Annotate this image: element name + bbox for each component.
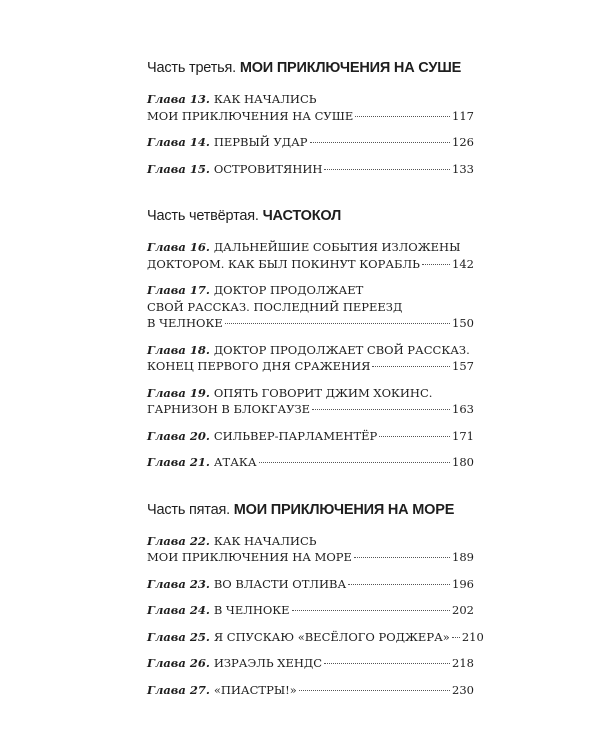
toc-entry-line bbox=[147, 682, 474, 699]
chapter-title-text: ДОКТОР ПРОДОЛЖАЕТ СВОЙ РАССКАЗ. bbox=[213, 342, 470, 357]
page-number: 171 bbox=[452, 428, 474, 443]
chapter-title-text: ОПЯТЬ ГОВОРИТ ДЖИМ ХОКИНС. bbox=[213, 385, 433, 400]
page-number: 218 bbox=[452, 656, 474, 670]
dot-leader bbox=[422, 264, 450, 265]
toc-entry-line bbox=[147, 533, 474, 550]
dot-leader bbox=[452, 637, 460, 638]
chapter-title-text: В ЧЕЛНОКЕ bbox=[213, 603, 290, 617]
page-number: 126 bbox=[452, 135, 474, 149]
chapter-label: Глава 24. bbox=[147, 603, 210, 617]
toc-entry[interactable] bbox=[147, 533, 474, 566]
chapter-label: Глава 23. bbox=[147, 576, 210, 591]
dot-leader bbox=[310, 142, 451, 143]
chapter-label: Глава 27. bbox=[147, 682, 210, 697]
chapter-title-text: СИЛЬВЕР-ПАРЛАМЕНТЁР bbox=[213, 428, 378, 443]
toc-entry[interactable] bbox=[147, 91, 474, 124]
toc-entry[interactable] bbox=[147, 239, 474, 272]
chapter-title-text: ОСТРОВИТЯНИН bbox=[213, 161, 323, 176]
chapter-title-text: КАК НАЧАЛИСЬ bbox=[213, 92, 317, 106]
chapter-title-text: ГАРНИЗОН В БЛОКГАУЗЕ bbox=[147, 402, 311, 416]
page-number: 150 bbox=[452, 316, 474, 330]
chapter-title-text: АТАКА bbox=[213, 455, 257, 469]
part-heading bbox=[147, 206, 474, 226]
page-number: 133 bbox=[452, 161, 474, 176]
chapter-label: Глава 13. bbox=[147, 92, 210, 106]
chapter-title-text: ВО ВЛАСТИ ОТЛИВА bbox=[213, 576, 347, 591]
toc-entry-line bbox=[147, 454, 474, 471]
page-number: 180 bbox=[452, 455, 474, 469]
chapter-title-text: МОИ ПРИКЛЮЧЕНИЯ НА МОРЕ bbox=[147, 550, 352, 564]
toc-entry[interactable] bbox=[147, 682, 474, 699]
page-number: 163 bbox=[452, 402, 474, 416]
page-number: 117 bbox=[452, 108, 474, 123]
toc-entry-line bbox=[147, 629, 484, 646]
toc-entry-line bbox=[147, 315, 474, 332]
toc-entry-line bbox=[147, 602, 474, 619]
chapter-label: Глава 22. bbox=[147, 533, 210, 548]
page-number: 230 bbox=[452, 682, 474, 697]
chapter-label: Глава 21. bbox=[147, 455, 210, 469]
dot-leader bbox=[355, 116, 450, 117]
chapter-title-text: МОИ ПРИКЛЮЧЕНИЯ НА СУШЕ bbox=[147, 108, 354, 123]
chapter-label: Глава 26. bbox=[147, 656, 210, 670]
toc-entry-line bbox=[147, 91, 474, 108]
chapter-label: Глава 17. bbox=[147, 283, 210, 297]
toc-part bbox=[147, 500, 484, 699]
part-name: МОИ ПРИКЛЮЧЕНИЯ НА СУШЕ bbox=[239, 60, 462, 76]
toc-entry-line bbox=[147, 428, 474, 445]
dot-leader bbox=[354, 557, 450, 558]
chapter-title-text: КОНЕЦ ПЕРВОГО ДНЯ СРАЖЕНИЯ bbox=[147, 359, 371, 373]
dot-leader bbox=[299, 690, 450, 691]
dot-leader bbox=[312, 409, 450, 410]
toc-entry[interactable] bbox=[147, 428, 474, 445]
chapter-label: Глава 18. bbox=[147, 342, 210, 357]
toc-entry-line bbox=[147, 401, 474, 418]
toc-entry[interactable] bbox=[147, 602, 474, 619]
chapter-label: Глава 15. bbox=[147, 161, 210, 176]
toc-entry-line bbox=[147, 385, 474, 402]
chapter-title-text: СВОЙ РАССКАЗ. ПОСЛЕДНИЙ ПЕРЕЕЗД bbox=[147, 299, 403, 314]
toc-entry[interactable] bbox=[147, 134, 474, 151]
chapter-label: Глава 14. bbox=[147, 135, 210, 149]
toc-entry-line bbox=[147, 161, 474, 178]
dot-leader bbox=[348, 584, 450, 585]
dot-leader bbox=[259, 462, 451, 463]
page-number: 157 bbox=[452, 359, 474, 373]
dot-leader bbox=[379, 436, 450, 437]
dot-leader bbox=[324, 663, 450, 664]
part-name: МОИ ПРИКЛЮЧЕНИЯ НА МОРЕ bbox=[233, 501, 455, 518]
toc-entry[interactable] bbox=[147, 576, 474, 593]
toc-entry-line bbox=[147, 576, 474, 593]
dot-leader bbox=[292, 610, 450, 611]
chapter-title-text: КАК НАЧАЛИСЬ bbox=[213, 533, 317, 548]
chapter-title-text: ПЕРВЫЙ УДАР bbox=[213, 135, 308, 149]
toc-entry[interactable] bbox=[147, 282, 474, 332]
chapter-label: Глава 20. bbox=[147, 428, 210, 443]
page-number: 142 bbox=[452, 256, 474, 271]
page-number: 202 bbox=[452, 603, 474, 617]
toc-entry-line bbox=[147, 549, 474, 566]
chapter-title-text: ДАЛЬНЕЙШИЕ СОБЫТИЯ ИЗЛОЖЕНЫ bbox=[213, 240, 461, 254]
part-name: ЧАСТОКОЛ bbox=[262, 208, 342, 224]
toc-entry-line bbox=[147, 299, 474, 316]
toc-entry-line bbox=[147, 256, 474, 273]
page-number: 196 bbox=[452, 576, 474, 591]
chapter-title-text: ДОКТОР ПРОДОЛЖАЕТ bbox=[213, 283, 364, 297]
part-label: Часть четвёртая. bbox=[147, 208, 259, 224]
part-heading bbox=[147, 58, 474, 78]
part-label: Часть пятая. bbox=[147, 501, 230, 518]
toc-entry-line bbox=[147, 282, 474, 299]
chapter-title-text: Я СПУСКАЮ «ВЕСЁЛОГО РОДЖЕРА» bbox=[213, 629, 450, 644]
toc-entry[interactable] bbox=[147, 161, 474, 178]
toc-part bbox=[147, 58, 474, 177]
toc-entry-line bbox=[147, 239, 474, 256]
chapter-label: Глава 16. bbox=[147, 240, 210, 254]
toc-entry-line bbox=[147, 655, 474, 672]
chapter-title-text: В ЧЕЛНОКЕ bbox=[147, 316, 223, 330]
chapter-title-text: ИЗРАЭЛЬ ХЕНДС bbox=[213, 656, 323, 670]
part-label: Часть третья. bbox=[147, 60, 236, 76]
chapter-label: Глава 25. bbox=[147, 629, 210, 644]
part-heading bbox=[147, 500, 474, 520]
chapter-title-text: ДОКТОРОМ. КАК БЫЛ ПОКИНУТ КОРАБЛЬ bbox=[147, 256, 420, 271]
chapter-label: Глава 19. bbox=[147, 385, 210, 400]
toc-entry-line bbox=[147, 108, 474, 125]
toc-entry[interactable] bbox=[147, 385, 474, 418]
toc-part bbox=[147, 206, 474, 471]
page-number: 189 bbox=[452, 550, 474, 564]
dot-leader bbox=[324, 169, 450, 170]
toc-entry[interactable] bbox=[147, 629, 484, 646]
table-of-contents bbox=[147, 58, 484, 727]
toc-entry-line bbox=[147, 134, 474, 151]
dot-leader bbox=[372, 366, 450, 367]
toc-entry[interactable] bbox=[147, 655, 474, 672]
chapter-title-text: «ПИАСТРЫ!» bbox=[213, 682, 297, 697]
toc-entry-line bbox=[147, 358, 474, 375]
toc-entry[interactable] bbox=[147, 342, 474, 375]
toc-entry-line bbox=[147, 342, 474, 359]
dot-leader bbox=[225, 323, 450, 324]
toc-entry[interactable] bbox=[147, 454, 474, 471]
page-number: 210 bbox=[461, 629, 484, 644]
